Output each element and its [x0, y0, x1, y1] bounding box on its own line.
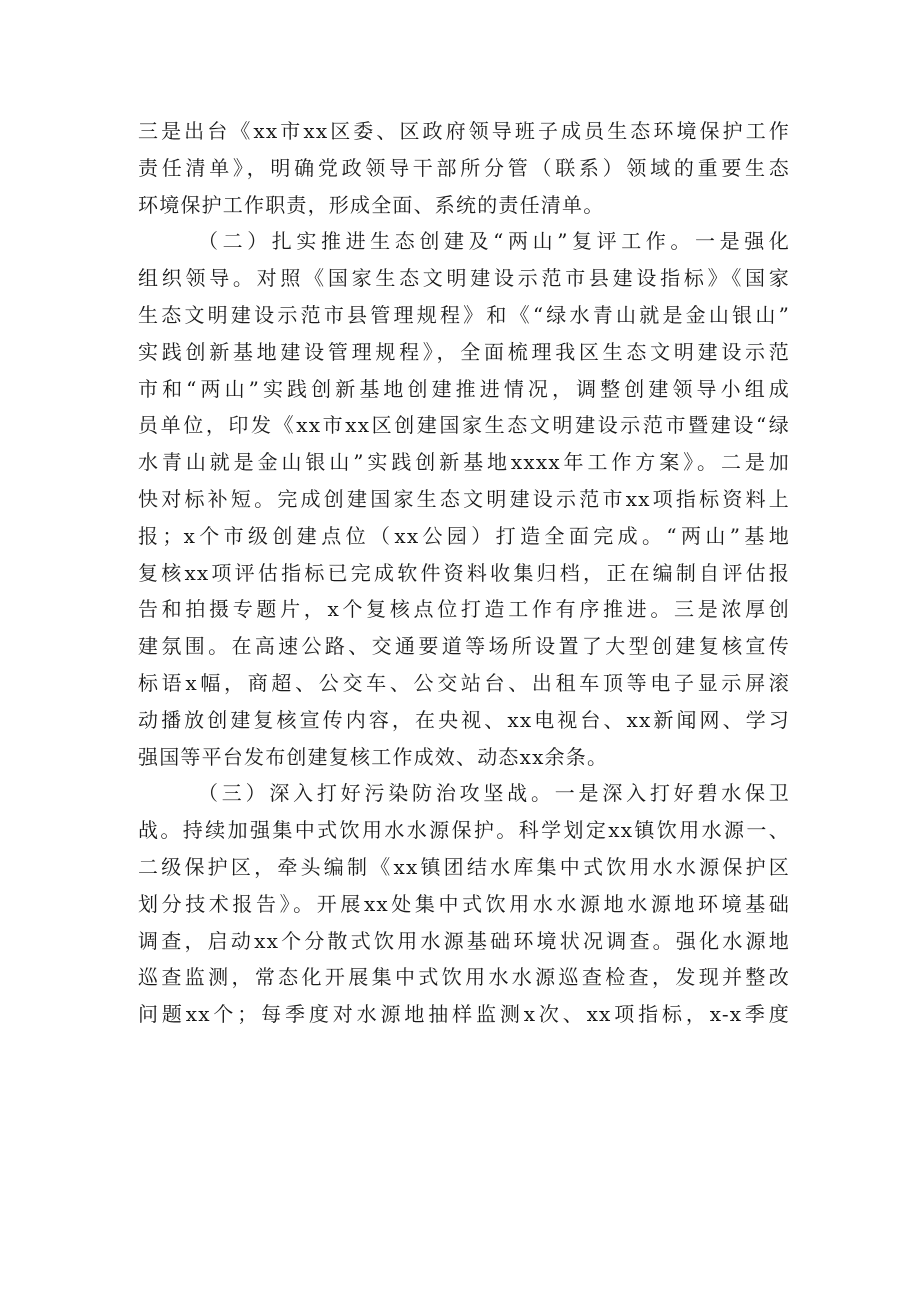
text-line: 巡查监测，常态化开展集中式饮用水水源巡查检查，发现并整改	[138, 965, 790, 990]
text-line: 复核xx项评估指标已完成软件资料收集归档，正在编制自评估报	[138, 560, 790, 585]
text-line: （三）深入打好污染防治攻坚战。一是深入打好碧水保卫	[198, 781, 790, 806]
text-line: 强国等平台发布创建复核工作成效、动态xx余条。	[138, 744, 609, 769]
text-line: 报；x个市级创建点位（xx公园）打造全面完成。“两山”基地	[138, 523, 790, 548]
text-line: 员单位，印发《xx市xx区创建国家生态文明建设示范市暨建设“绿	[138, 413, 790, 438]
text-line: 划分技术报告》。开展xx处集中式饮用水水源地水源地环境基础	[138, 891, 790, 916]
text-line: 三是出台《xx市xx区委、区政府领导班子成员生态环境保护工作	[138, 119, 790, 143]
text-line: 战。持续加强集中式饮用水水源保护。科学划定xx镇饮用水源一、	[138, 818, 790, 843]
text-line: 市和“两山”实践创新基地创建推进情况，调整创建领导小组成	[138, 376, 790, 401]
text-line: （二）扎实推进生态创建及“两山”复评工作。一是强化	[198, 229, 790, 254]
paragraph-pollution-control	[138, 775, 790, 1033]
text-line: 实践创新基地建设管理规程》，全面梳理我区生态文明建设示范	[138, 339, 790, 364]
text-line: 快对标补短。完成创建国家生态文明建设示范市xx项指标资料上	[138, 486, 790, 511]
paragraph-eco-creation	[138, 223, 790, 775]
text-line: 建氛围。在高速公路、交通要道等场所设置了大型创建复核宣传	[138, 634, 790, 659]
text-line: 调查，启动xx个分散式饮用水源基础环境状况调查。强化水源地	[138, 928, 790, 953]
text-line: 动播放创建复核宣传内容，在央视、xx电视台、xx新闻网、学习	[138, 707, 790, 732]
text-line: 标语x幅，商超、公交车、公交站台、出租车顶等电子显示屏滚	[138, 670, 790, 695]
text-line: 告和拍摄专题片，x个复核点位打造工作有序推进。三是浓厚创	[138, 597, 790, 622]
paragraph-responsibility-list	[138, 113, 790, 223]
text-line: 水青山就是金山银山”实践创新基地xxxx年工作方案》。二是加	[138, 450, 790, 475]
text-line: 环境保护工作职责，形成全面、系统的责任清单。	[138, 192, 605, 217]
text-line: 生态文明建设示范市县管理规程》和《“绿水青山就是金山银山”	[138, 302, 790, 327]
text-line: 责任清单》，明确党政领导干部所分管（联系）领域的重要生态	[138, 155, 790, 180]
text-line: 组织领导。对照《国家生态文明建设示范市县建设指标》《国家	[138, 266, 790, 291]
text-line: 二级保护区，牵头编制《xx镇团结水库集中式饮用水水源保护区	[138, 854, 790, 879]
document-body	[138, 113, 790, 1033]
text-line: 问题xx个；每季度对水源地抽样监测x次、xx项指标，x-x季度	[138, 1002, 790, 1027]
